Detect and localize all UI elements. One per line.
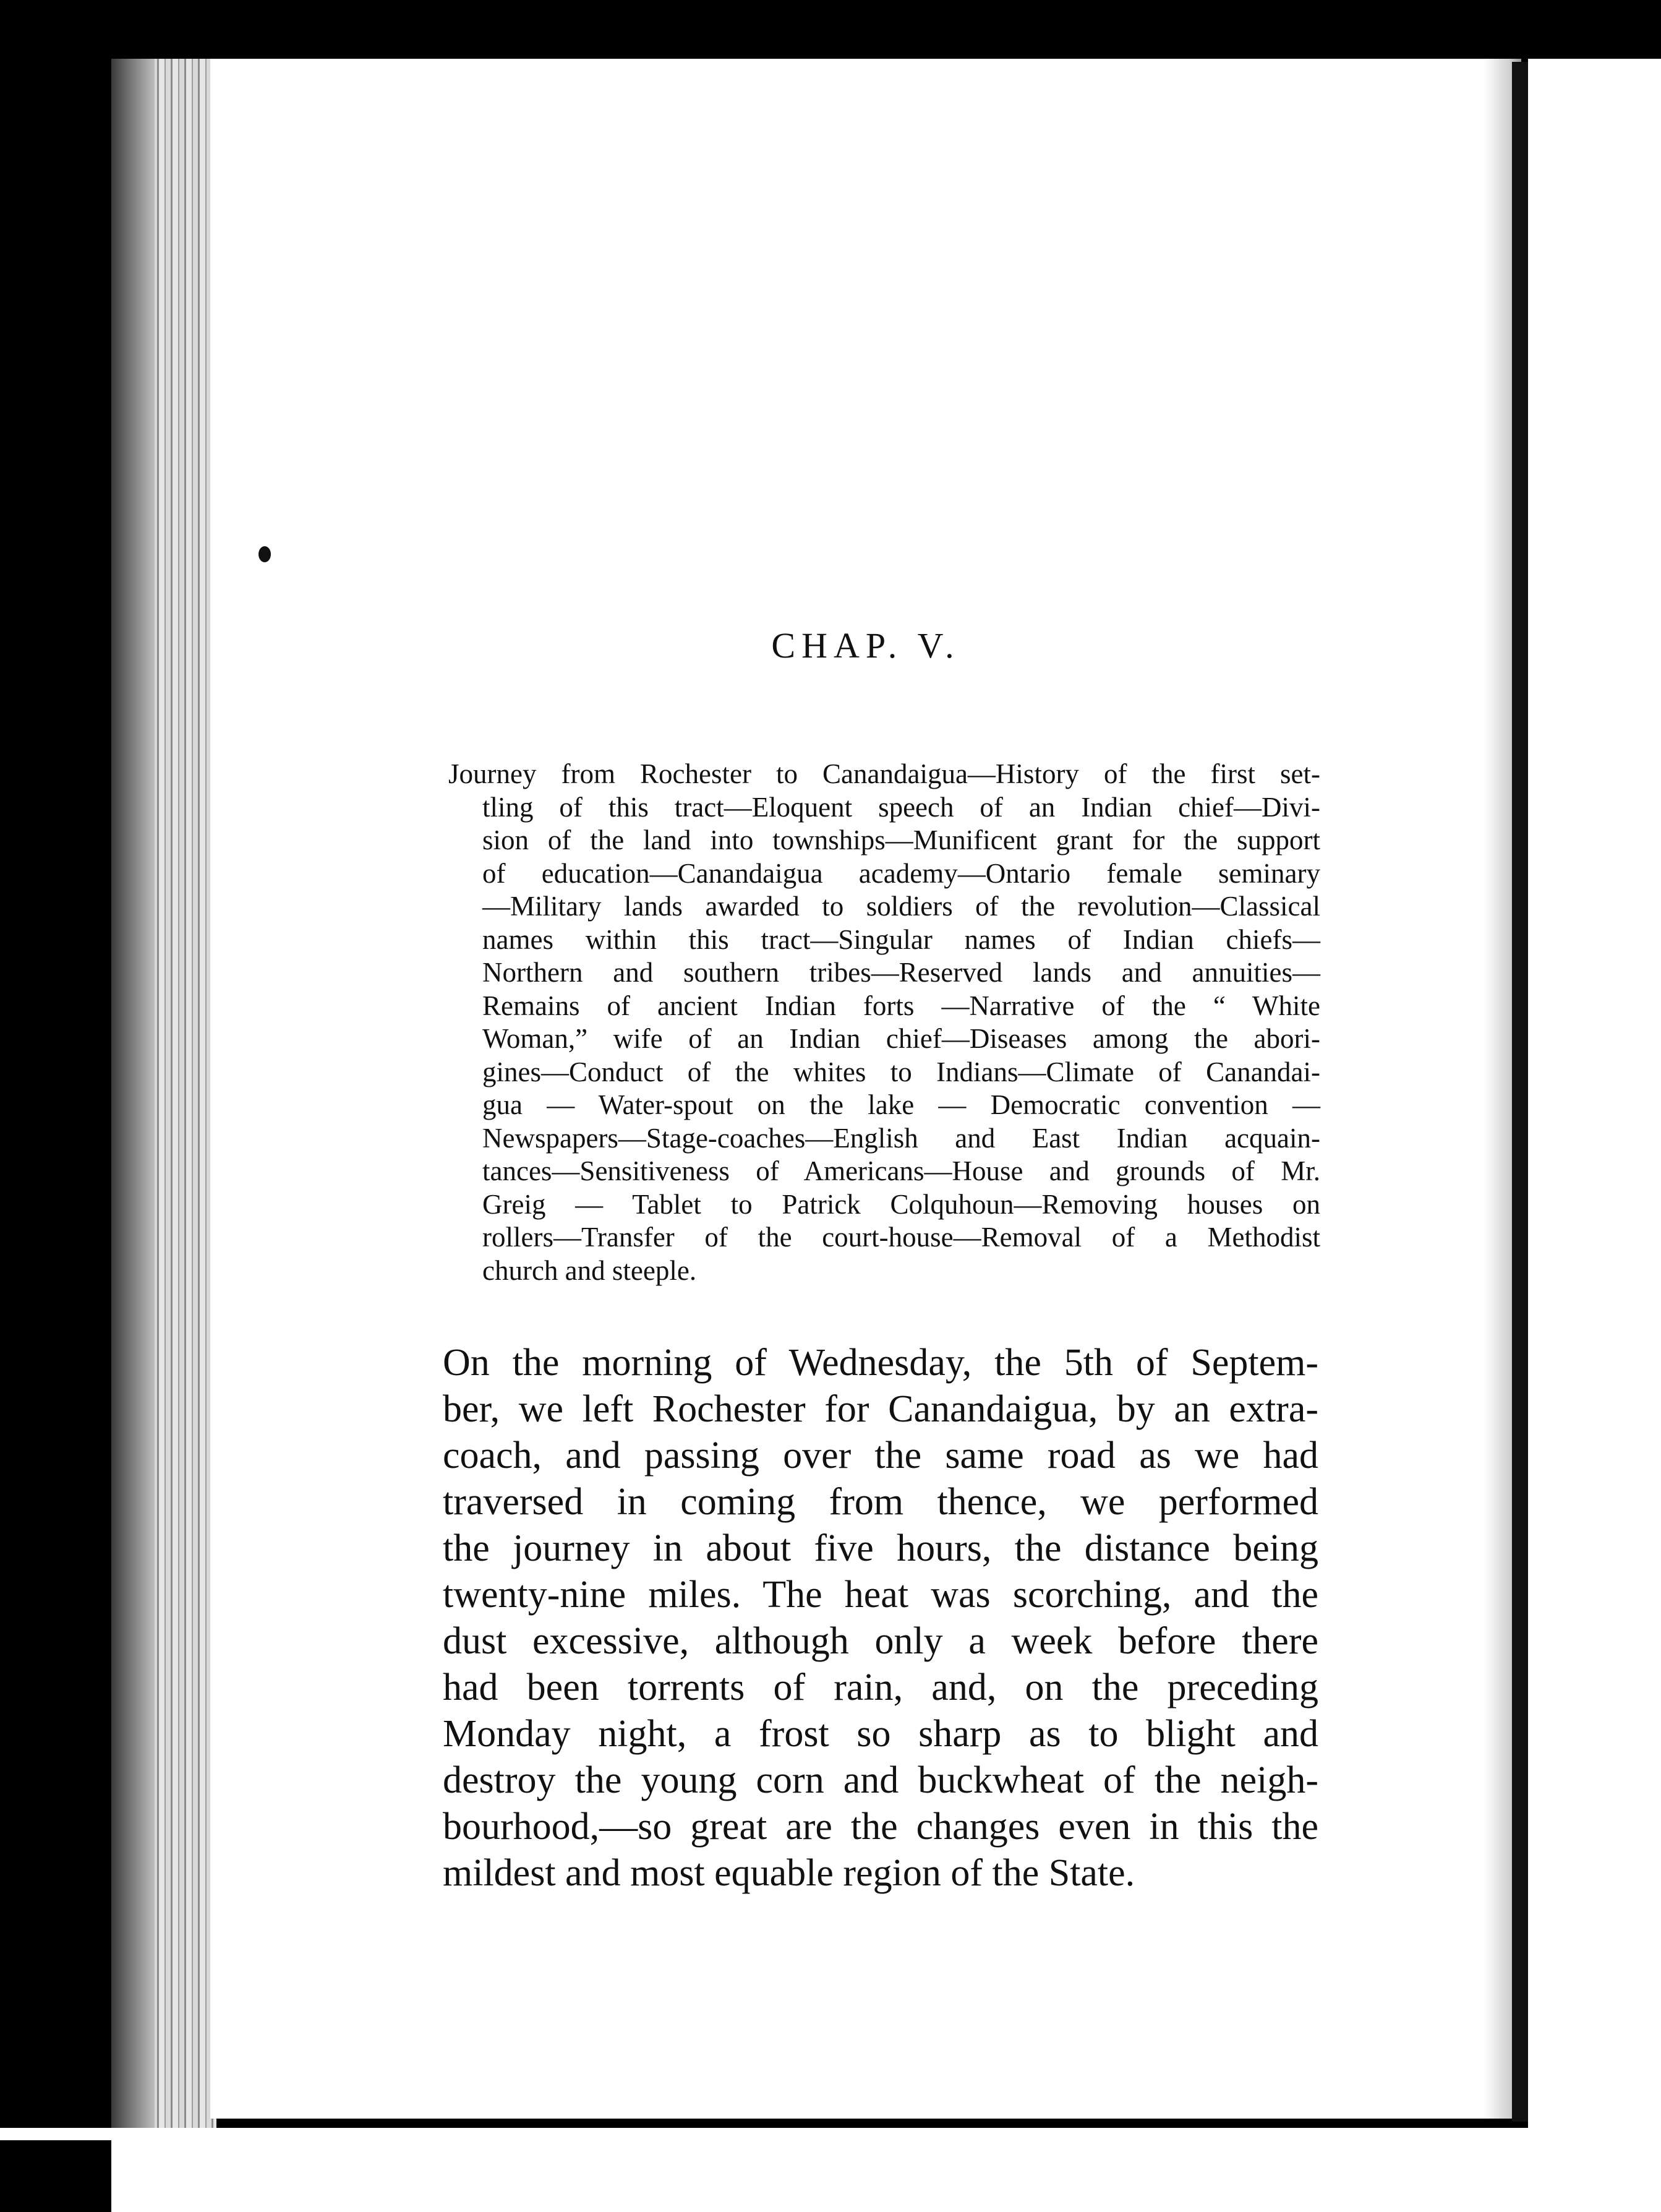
body-line: dust excessive, although only a week before there xyxy=(443,1620,1318,1662)
scan-bottom-corner xyxy=(0,2140,111,2212)
ink-spot xyxy=(258,546,271,562)
summary-line: tances—Sensitiveness of Americans—House and grounds of Mr. xyxy=(482,1155,1320,1186)
chapter-summary xyxy=(448,758,1320,1287)
book-spine xyxy=(1512,62,1528,2122)
summary-line: sion of the land into townships—Munificent grant for the support xyxy=(482,825,1320,855)
summary-line: gines—Conduct of the whites to Indians—Climate of Canandai- xyxy=(482,1056,1320,1087)
body-line: coach, and passing over the same road as we had xyxy=(443,1434,1318,1477)
body-line: Monday night, a frost so sharp as to blight and xyxy=(443,1713,1318,1755)
summary-line: church and steeple. xyxy=(482,1254,697,1286)
summary-line: Journey from Rochester to Canandaigua—History of the first set- xyxy=(448,758,1320,789)
summary-line: —Military lands awarded to soldiers of the revolution—Classical xyxy=(482,891,1320,922)
summary-line: gua — Water-spout on the lake — Democratic convention — xyxy=(482,1089,1320,1120)
body-line: destroy the young corn and buckwheat of the neigh- xyxy=(443,1759,1318,1801)
scan-bottom-margin xyxy=(0,2128,1661,2212)
body-line: ber, we left Rochester for Canandaigua, by an extra- xyxy=(443,1388,1318,1430)
facing-page-edge xyxy=(1528,59,1661,2187)
summary-line: Remains of ancient Indian forts —Narrative of the “ White xyxy=(482,990,1320,1021)
summary-line: rollers—Transfer of the court-house—Removal of a Methodist xyxy=(482,1222,1320,1253)
summary-line: tling of this tract—Eloquent speech of an Indian chief—Divi- xyxy=(482,791,1320,823)
summary-line: of education—Canandaigua academy—Ontario female seminary xyxy=(482,857,1320,889)
book-edge-shadow xyxy=(111,59,155,2131)
body-line: bourhood,—so great are the changes even in this the xyxy=(443,1806,1318,1848)
body-line: On the morning of Wednesday, the 5th of Septem- xyxy=(443,1342,1318,1384)
body-line: traversed in coming from thence, we performed xyxy=(443,1481,1318,1523)
summary-line: names within this tract—Singular names of Indian chiefs— xyxy=(482,924,1320,955)
chapter-heading: CHAP. V. xyxy=(771,625,960,666)
body-line: the journey in about five hours, the distance being xyxy=(443,1527,1318,1569)
summary-line: Greig — Tablet to Patrick Colquhoun—Removing houses on xyxy=(482,1188,1320,1220)
summary-line: Northern and southern tribes—Reserved lands and annuities— xyxy=(482,957,1320,988)
body-line: twenty-nine miles. The heat was scorching, and the xyxy=(443,1574,1318,1616)
summary-line: Newspapers—Stage-coaches—English and East Indian acquain- xyxy=(482,1122,1320,1154)
body-line: had been torrents of rain, and, on the preceding xyxy=(443,1666,1318,1708)
summary-line: Woman,” wife of an Indian chief—Diseases among the abori- xyxy=(482,1023,1320,1054)
body-line: mildest and most equable region of the State. xyxy=(443,1852,1135,1894)
body-paragraph xyxy=(443,1340,1318,1897)
